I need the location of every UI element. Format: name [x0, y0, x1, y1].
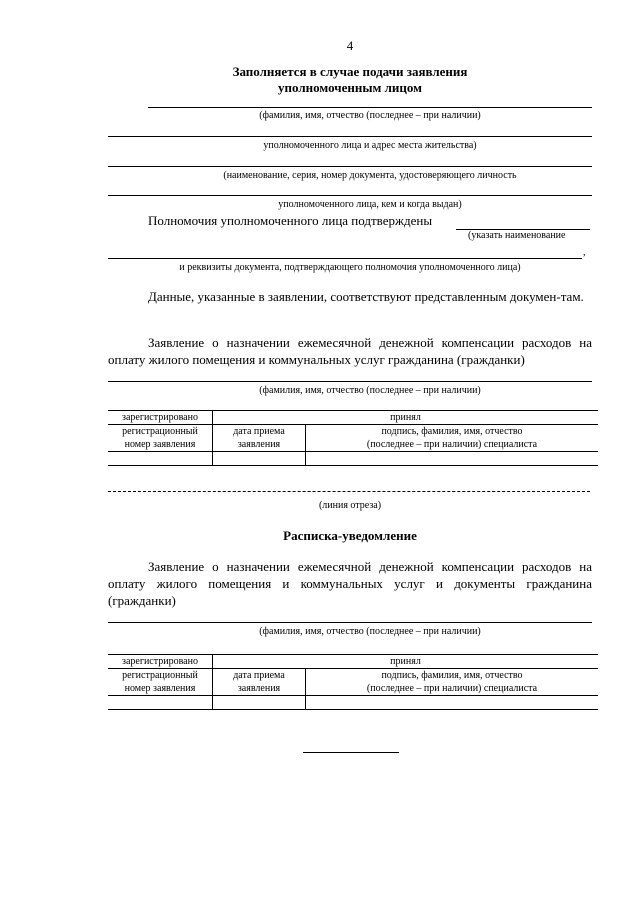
receipt-col-date-line2: заявления: [237, 683, 281, 694]
receipt-caption-fio: (фамилия, имя, отчество (последнее – при наличии): [259, 626, 481, 637]
line-end-mark: ,: [583, 247, 586, 258]
accepted-header: принял: [213, 411, 599, 425]
section-heading-line1: Заполняется в случае подачи заявления: [232, 64, 468, 79]
section-heading: [100, 64, 600, 96]
fio-line: [148, 107, 592, 108]
registered-header: зарегистрировано: [108, 411, 213, 425]
caption-address: уполномоченного лица и адрес места жительства): [263, 140, 477, 151]
caption-powers-2: и реквизиты документа, подтверждающего полномочия уполномоченного лица): [179, 262, 521, 273]
receipt-col-reg-number-line2: номер заявления: [124, 683, 196, 694]
section-heading-line2: уполномоченным лицом: [278, 80, 422, 95]
receipt-text: Заявление о назначении ежемесячной денежной компенсации расходов на оплату жилого помещения и коммунальных услуг и документы гражданина (гражданки): [108, 559, 592, 608]
caption-doc: (наименование, серия, номер документа, удостоверяющего личность: [223, 170, 517, 181]
col-date: [213, 425, 306, 452]
col-date-line2: заявления: [237, 439, 281, 450]
caption-doc-2: уполномоченного лица, кем и когда выдан): [278, 199, 462, 210]
receipt-fio-line: [108, 622, 592, 623]
col-date-line1: дата приема: [233, 426, 285, 437]
powers-text: Полномочия уполномоченного лица подтверждены: [148, 213, 433, 228]
empty-cell-reg: [108, 452, 213, 466]
empty-cell-date: [213, 452, 306, 466]
receipt-empty-cell-date: [213, 696, 306, 710]
col-reg-number-line2: номер заявления: [124, 439, 196, 450]
empty-cell-signature: [306, 452, 599, 466]
application-register-table: [108, 410, 598, 466]
col-reg-number: [108, 425, 213, 452]
receipt-registered-header: зарегистрировано: [108, 655, 213, 669]
receipt-register-table: [108, 654, 598, 710]
receipt-col-date: [213, 669, 306, 696]
receipt-col-signature-line2: (последнее – при наличии) специалиста: [366, 683, 538, 694]
address-line: [108, 136, 592, 137]
receipt-accepted-header: принял: [213, 655, 599, 669]
receipt-empty-cell-reg: [108, 696, 213, 710]
col-signature-line2: (последнее – при наличии) специалиста: [366, 439, 538, 450]
powers-line-2: [108, 258, 582, 259]
col-signature-line1: подпись, фамилия, имя, отчество: [381, 426, 523, 437]
col-signature: [306, 425, 599, 452]
page-number: 4: [346, 38, 354, 53]
caption-powers-right: (указать наименование: [468, 230, 566, 241]
receipt-heading: Расписка-уведомление: [283, 528, 417, 543]
receipt-col-date-line1: дата приема: [233, 670, 285, 681]
application-text: Заявление о назначении ежемесячной денежной компенсации расходов на оплату жилого помещения и коммунальных услуг гражданина (гражданки): [108, 335, 592, 367]
closing-line: [303, 752, 399, 753]
caption-fio: (фамилия, имя, отчество (последнее – при наличии): [259, 110, 481, 121]
receipt-col-signature: [306, 669, 599, 696]
doc-line: [108, 166, 592, 167]
receipt-col-signature-line1: подпись, фамилия, имя, отчество: [381, 670, 523, 681]
cut-line-caption: (линия отреза): [318, 500, 382, 511]
doc-line-2: [108, 195, 592, 196]
receipt-col-reg-number-line1: регистрационный: [122, 670, 198, 681]
receipt-empty-cell-signature: [306, 696, 599, 710]
application-fio-line: [108, 381, 592, 382]
receipt-col-reg-number: [108, 669, 213, 696]
cut-line: [108, 491, 590, 492]
application-caption-fio: (фамилия, имя, отчество (последнее – при наличии): [259, 385, 481, 396]
col-reg-number-line1: регистрационный: [122, 426, 198, 437]
confirm-text: Данные, указанные в заявлении, соответствуют представленным докумен-там.: [148, 289, 584, 304]
